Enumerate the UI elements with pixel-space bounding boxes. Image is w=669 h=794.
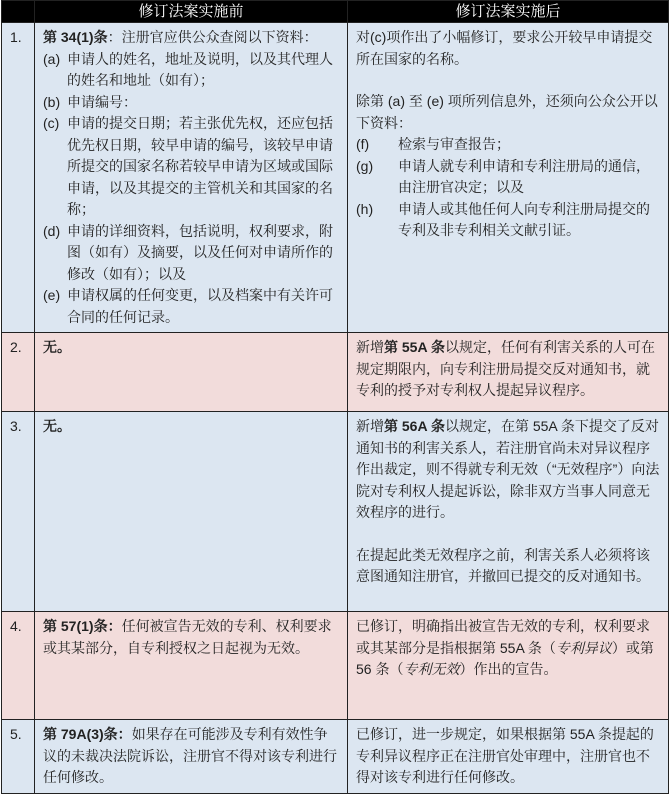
list-item [43, 221, 339, 286]
list-item [43, 285, 339, 328]
body-text: 以规定，在第 55A 条下提交了反对通知书的利害关系人，若注册官尚未对异议程序作出裁定，则不得就专利无效（“无效程序”）向法院对专利权人提起诉讼，除非双方当事人同意无效程序的进行。 [356, 418, 660, 520]
none-text: 无。 [43, 418, 71, 434]
item-label: (b) [43, 93, 61, 110]
item-text: 申请权属的任何变更，以及档案中有关许可合同的任何记录。 [67, 287, 333, 325]
section-ref: 第 56A 条 [384, 418, 445, 434]
prefix-text: 新增 [356, 418, 384, 434]
before-cell [35, 23, 348, 333]
none-text: 无。 [43, 339, 71, 355]
after-cell [348, 23, 669, 333]
table-row [2, 333, 669, 412]
item-text: 申请人或其他任何人向专利注册局提交的专利及非专利相关文献引证。 [398, 200, 650, 238]
list-item [43, 113, 339, 221]
before-cell [35, 720, 348, 794]
row-number: 1. [2, 23, 35, 333]
row-number: 2. [2, 333, 35, 412]
list-item [43, 92, 339, 114]
table-row [2, 612, 669, 720]
header-after: 修订法案实施后 [348, 1, 669, 23]
paragraph: 除第 (a) 至 (e) 项所列信息外，还须向公众公开以下资料： [356, 93, 658, 131]
item-label: (g) [356, 157, 374, 174]
before-cell [35, 333, 348, 412]
header-row [2, 1, 669, 23]
after-cell [348, 612, 669, 720]
item-label: (f) [356, 136, 370, 152]
section-ref: 第 79A(3)条： [43, 726, 132, 742]
list-item [43, 49, 339, 92]
item-label: (e) [43, 287, 61, 303]
body-text: 任何被宣告无效的专利、权利要求或其某部分，自专利授权之日起视为无效。 [43, 618, 332, 656]
item-text: 申请的详细资料，包括说明，权利要求，附图（如有）及摘要，以及任何对申请所作的修改（如有）；以及 [67, 222, 333, 282]
item-label: (d) [43, 222, 61, 239]
table-row [2, 23, 669, 333]
prefix-text: 新增 [356, 339, 384, 355]
item-text: 申请人的姓名，地址及说明，以及其代理人的姓名和地址（如有）； [67, 50, 333, 88]
body-text: ）作出的宣告。 [459, 661, 558, 677]
item-label: (c) [43, 115, 60, 131]
section-ref: 第 34(1)条 [43, 29, 108, 45]
item-label: (h) [356, 200, 374, 217]
item-text: 申请的提交日期；若主张优先权，还应包括优先权日期，较早申请的编号，该较早申请所提交的国家名称若较早申请为区域或国际申请，以及其提交的主管机关和其国家的名称； [67, 115, 333, 217]
table-row [2, 412, 669, 612]
list-item [356, 134, 660, 156]
italic-term: 专利无效 [403, 661, 460, 677]
table-row [2, 720, 669, 794]
body-text: 以规定，任何有利害关系的人可在规定期限内，向专利注册局提交反对通知书，就专利的授予对专利权人提起异议程序。 [356, 339, 655, 398]
section-ref: 第 57(1)条： [43, 618, 122, 634]
item-text: 检索与审查报告； [398, 136, 510, 152]
body-text: 如果存在可能涉及专利有效性争议的未裁决法院诉讼，注册官不得对该专利进行任何修改。 [43, 726, 337, 785]
before-cell [35, 612, 348, 720]
item-text: 申请人就专利申请和专利注册局的通信，由注册官决定；以及 [398, 157, 650, 195]
after-cell: 已修订，进一步规定，如果根据第 55A 条提起的专利异议程序正在注册官处审理中，注册官也不得对该专利进行任何修改。 [348, 720, 669, 794]
row-number: 3. [2, 412, 35, 612]
section-ref: 第 55A 条 [384, 339, 445, 355]
paragraph: 对(c)项作出了小幅修订，要求公开较早申请提交所在国家的名称。 [356, 29, 653, 67]
list-item [356, 199, 660, 242]
item-label: (a) [43, 50, 61, 67]
intro-text: ：注册官应供公众查阅以下资料： [107, 29, 318, 45]
italic-term: 专利异议 [555, 639, 612, 656]
row-number: 4. [2, 612, 35, 720]
row-number: 5. [2, 720, 35, 794]
header-before: 修订法案实施前 [35, 1, 348, 23]
amendment-comparison-table [1, 0, 669, 794]
list-item [356, 156, 660, 199]
after-cell [348, 333, 669, 412]
before-cell [35, 412, 348, 612]
after-cell [348, 412, 669, 612]
header-number [2, 1, 35, 23]
body-text: ）或第 56 条（ [356, 639, 654, 677]
paragraph: 在提起此类无效程序之前，利害关系人必须将该意图通知注册官，并撤回已提交的反对通知书。 [356, 546, 650, 584]
body-text: 已修订，明确指出被宣告无效的专利，权利要求或其某部分是指根据第 55A 条（ [356, 618, 650, 656]
item-text: 申请编号： [67, 93, 137, 110]
